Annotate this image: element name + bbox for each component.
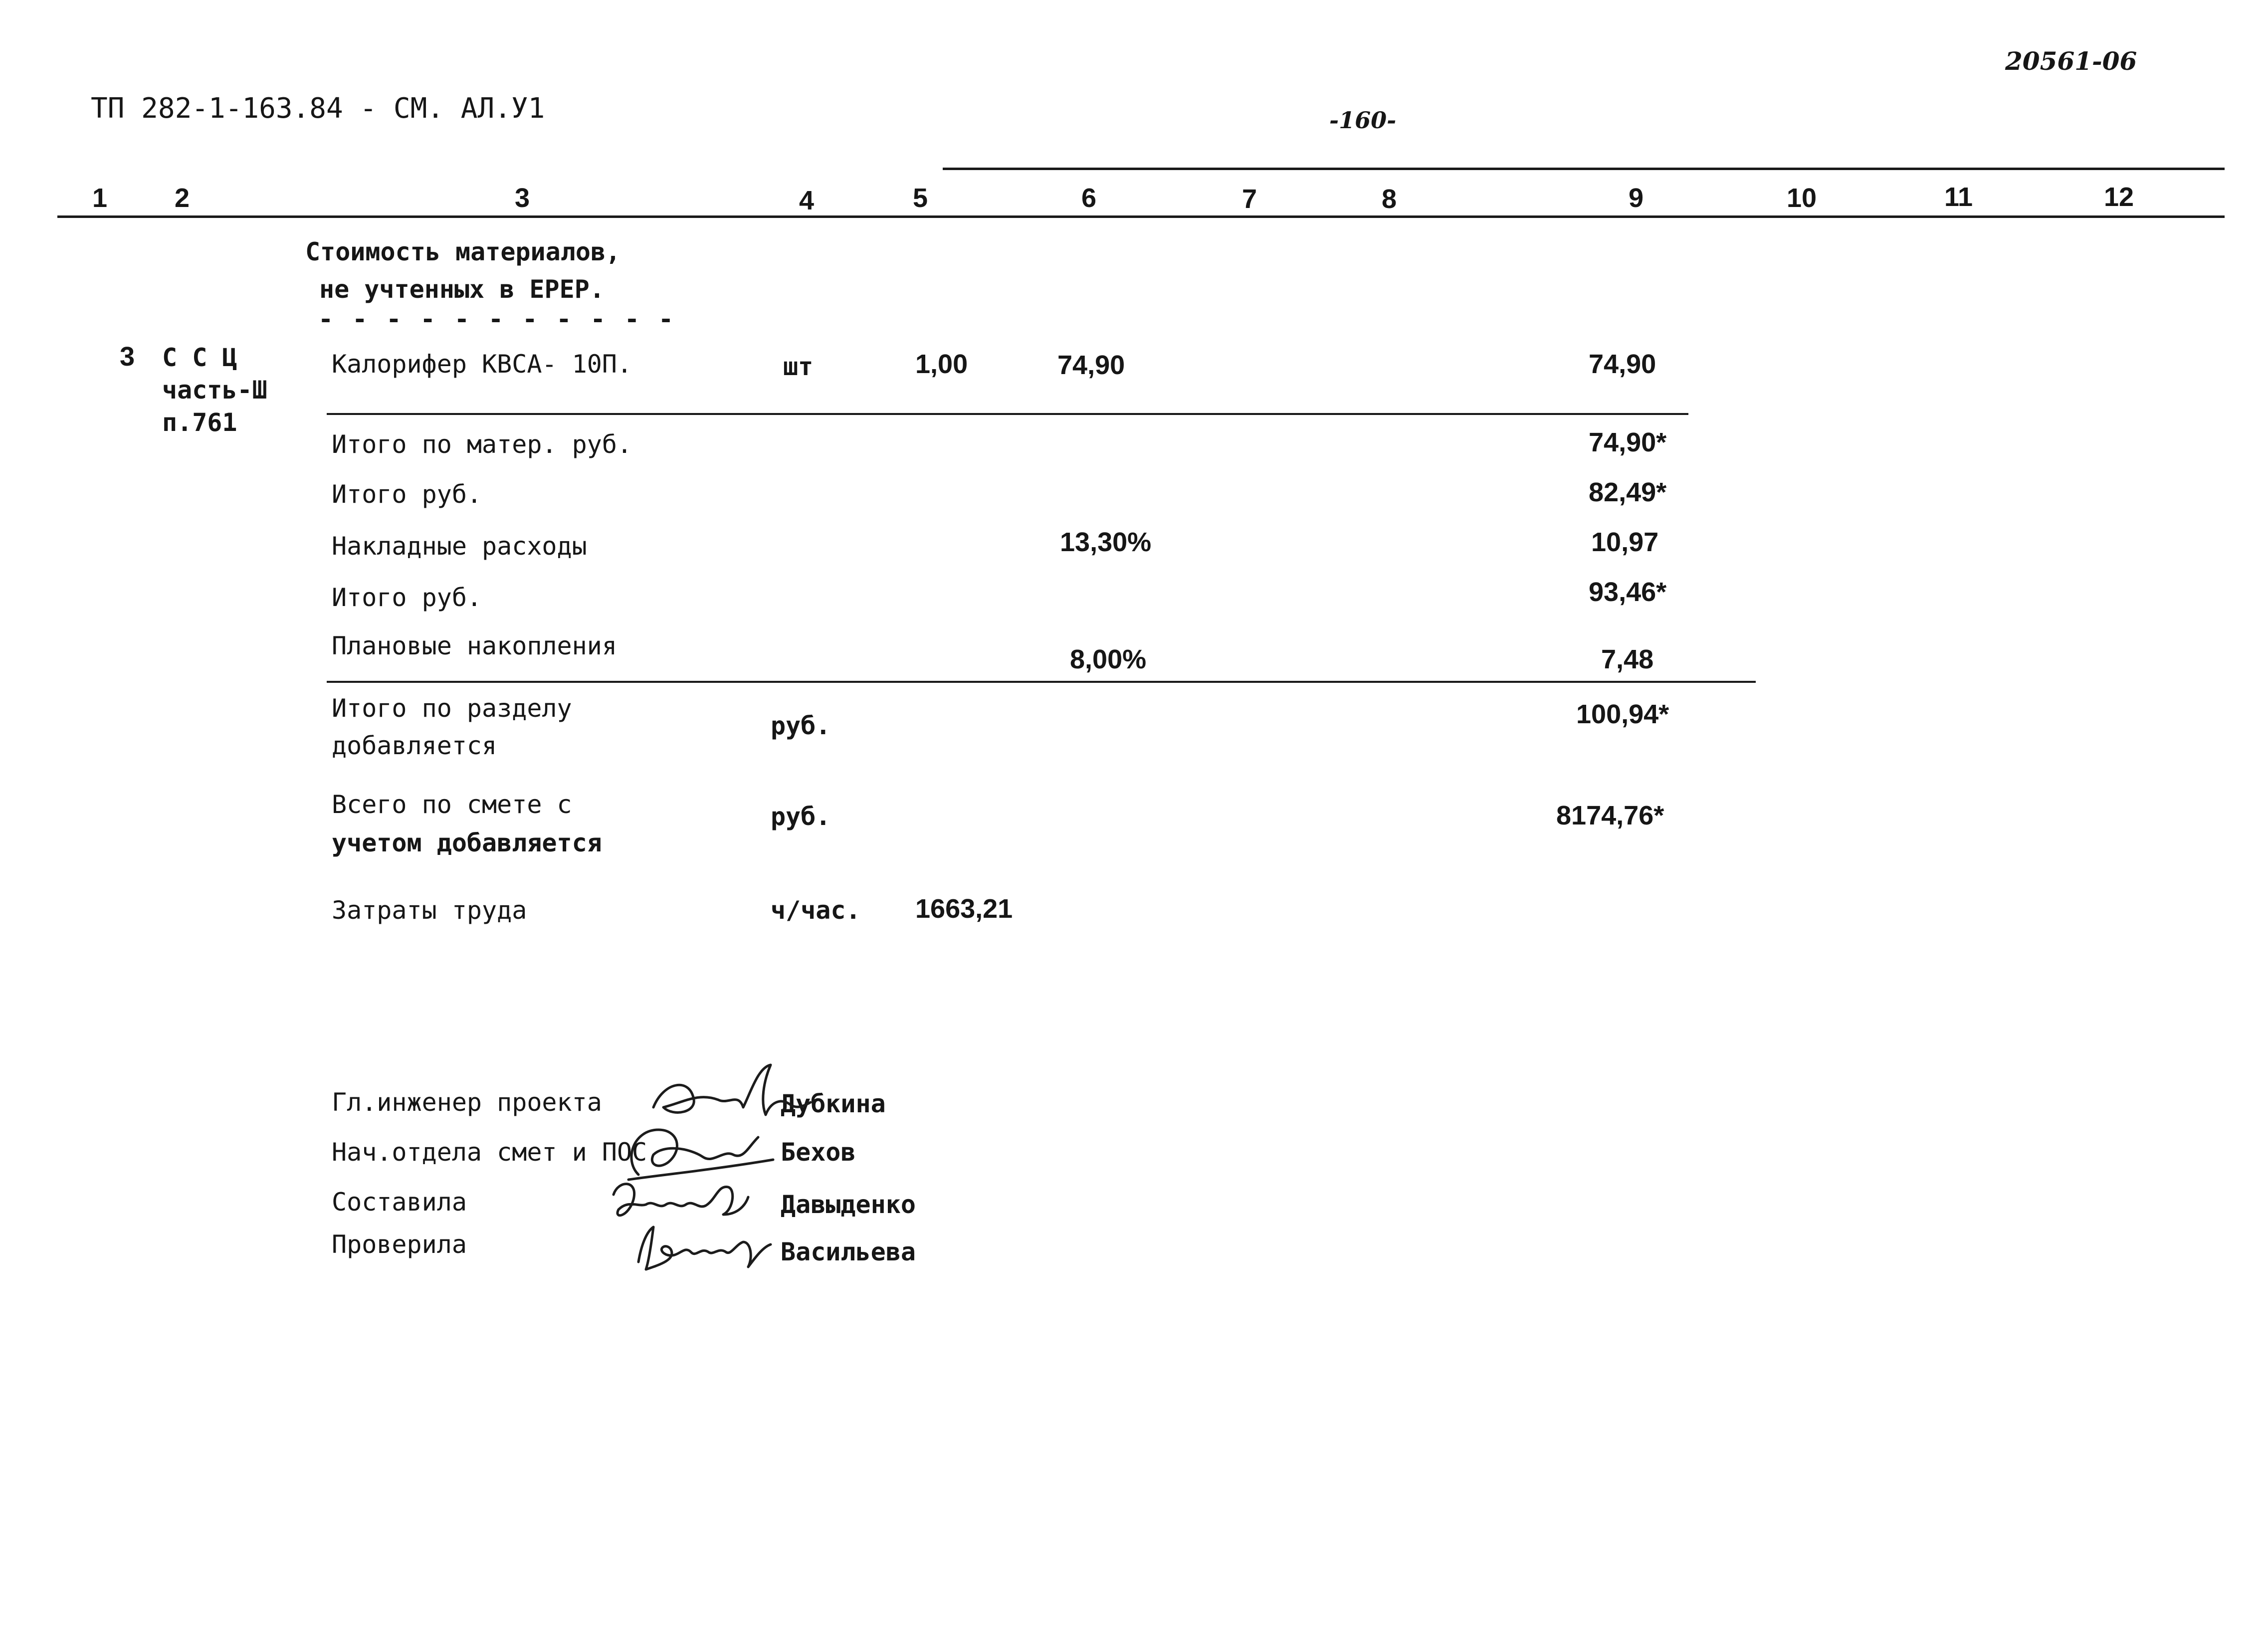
summary-label: Накладные расходы [332, 532, 587, 561]
section-total-unit: руб. [771, 711, 831, 740]
document-code: ТП 282-1-163.84 - СМ. АЛ.У1 [91, 92, 545, 125]
labor-label: Затраты труда [332, 896, 527, 925]
column-number: 9 [1629, 183, 1644, 213]
header-top-rule [943, 168, 2225, 170]
column-number: 7 [1242, 184, 1257, 214]
item-name: Калорифер КВСА- 10П. [332, 350, 632, 379]
column-number: 5 [913, 183, 928, 213]
row-divider [327, 413, 1688, 415]
row-divider [327, 681, 1756, 683]
column-number: 4 [799, 186, 815, 215]
handwritten-signature [631, 1217, 781, 1277]
summary-rate: 13,30% [1060, 527, 1152, 557]
signature-role: Нач.отдела смет и ПОС [332, 1138, 647, 1167]
summary-label: Итого руб. [332, 583, 482, 612]
summary-label: Плановые накопления [332, 631, 617, 660]
section-title: не учтенных в ЕРЕР. [319, 275, 605, 304]
column-number: 12 [2104, 182, 2134, 212]
labor-unit: ч/час. [771, 896, 861, 925]
price-reference: п.761 [162, 408, 237, 437]
signature-role: Проверила [332, 1230, 467, 1259]
item-total: 74,90 [1589, 349, 1656, 379]
signature-name: Бехов [781, 1138, 856, 1167]
signature-name: Васильева [781, 1237, 916, 1266]
section-title-underline: - - - - - - - - - - - [318, 305, 676, 334]
section-total-label: добавляется [332, 731, 497, 760]
labor-value: 1663,21 [915, 894, 1013, 924]
signature-name: Давыденко [781, 1190, 916, 1219]
signature-role: Составила [332, 1188, 467, 1217]
item-number: 3 [120, 342, 135, 372]
column-number: 11 [1944, 182, 1973, 212]
item-unit: шт [783, 352, 814, 381]
signature-name: Дубкина [781, 1089, 886, 1118]
summary-value: 82,49* [1589, 477, 1667, 507]
summary-label: Итого по матер. руб. [332, 430, 632, 459]
summary-value: 10,97 [1591, 527, 1659, 557]
price-reference: часть-Ш [162, 376, 267, 405]
grand-total-label: Всего по смете с [332, 790, 572, 819]
section-title: Стоимость материалов, [305, 237, 621, 266]
signature-role: Гл.инженер проекта [332, 1088, 602, 1117]
item-price: 74,90 [1057, 350, 1125, 380]
summary-rate: 8,00% [1070, 644, 1147, 674]
column-number: 8 [1382, 184, 1397, 214]
header-bottom-rule [57, 215, 2225, 218]
handwritten-signature [643, 1062, 813, 1122]
price-reference: С С Ц [162, 343, 237, 372]
grand-total-label: учетом добавляется [332, 828, 602, 857]
summary-label: Итого руб. [332, 480, 482, 509]
column-number: 1 [92, 183, 108, 213]
column-number: 3 [515, 183, 530, 213]
column-number: 6 [1081, 183, 1097, 213]
section-total-value: 100,94* [1576, 699, 1669, 729]
grand-total-unit: руб. [771, 802, 831, 831]
archive-number: 20561-06 [2005, 46, 2137, 76]
summary-value: 7,48 [1601, 644, 1654, 674]
summary-value: 74,90* [1589, 427, 1667, 457]
summary-value: 93,46* [1589, 577, 1667, 607]
column-number: 2 [175, 183, 190, 213]
section-total-label: Итого по разделу [332, 694, 572, 723]
page-number: -160- [1329, 107, 1397, 134]
column-number: 10 [1787, 183, 1817, 213]
item-quantity: 1,00 [915, 349, 968, 379]
grand-total-value: 8174,76* [1556, 801, 1664, 830]
